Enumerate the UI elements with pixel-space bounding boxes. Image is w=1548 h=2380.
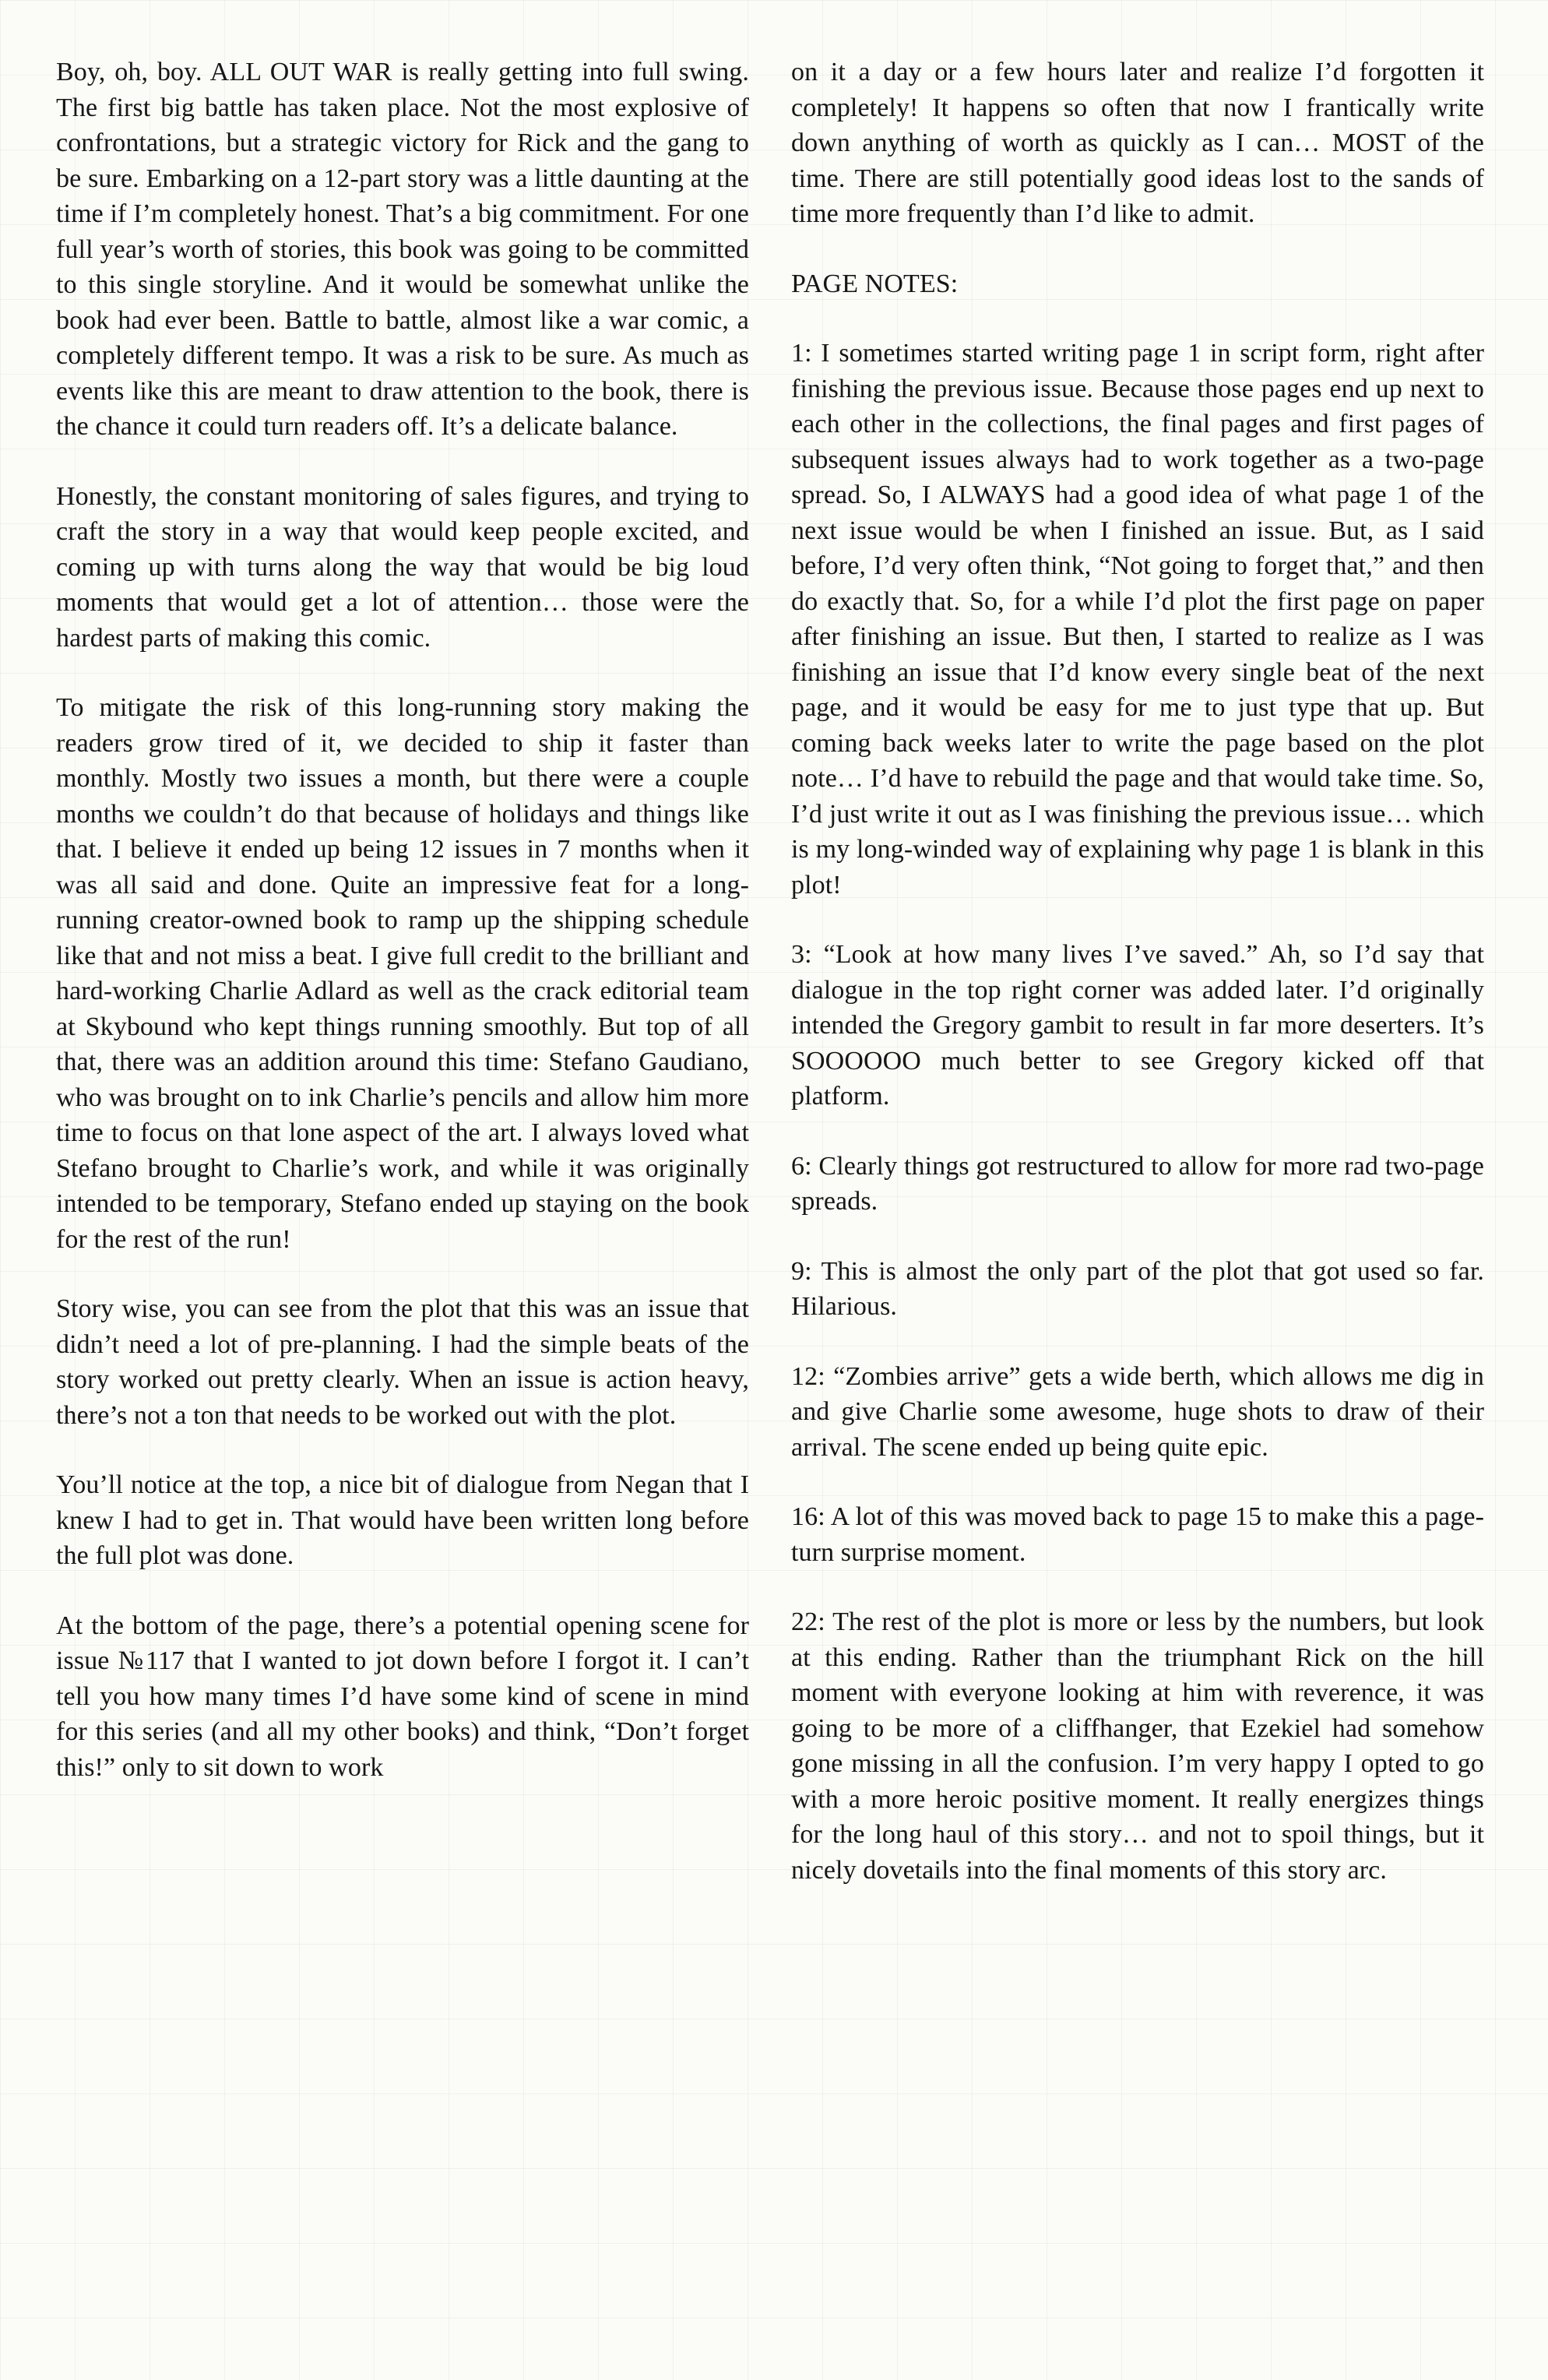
paragraph-sales: Honestly, the constant monitoring of sales figures, and trying to craft the story in a way that would keep people excited, and coming up with turns along the way that would be big loud moments that would get a lot of attention… those were the hardest parts of making this comic. xyxy=(56,481,749,653)
page-note-9: 9: This is almost the only part of the plot that got used so far. Hilarious. xyxy=(791,1256,1484,1321)
page-notes-heading: PAGE NOTES: xyxy=(791,269,959,298)
page-note-12: 12: “Zombies arrive” gets a wide berth, which allows me dig in and give Charlie some awesome, huge shots to draw of their arrival. The scene ended up being quite epic. xyxy=(791,1361,1484,1462)
paragraph-opening-scene: At the bottom of the page, there’s a potential opening scene for issue №117 that I wanted to jot down before I forgot it. I can’t tell you how many times I’d have some kind of scene in mind for this series (and all my other books) and think, “Don’t forget this!” only to sit down to work xyxy=(56,1611,749,1782)
page-note-3: 3: “Look at how many lives I’ve saved.” Ah, so I’d say that dialogue in the top right corner was added later. I’d originally intended the Gregory gambit to result in far more deserters. It’s SOOOOOO much better to see Gregory kicked off that platform. xyxy=(791,940,1484,1111)
paragraph-continuation: on it a day or a few hours later and realize I’d forgotten it completely! It happens so often that now I frantically write down anything of worth as quickly as I can… MOST of the time. There are still potentially good ideas lost to the sands of time more frequently than I’d like to admit. xyxy=(791,58,1484,228)
paragraph-intro: Boy, oh, boy. ALL OUT WAR is really getting into full swing. The first big battle has taken place. Not the most explosive of confrontations, but a strategic victory for Rick and the gang to be sure. Embarking on a 12-part story was a little daunting at the time if I’m completely honest. That’s a big commitment. For one full year’s worth of stories, this book was going to be committed to this single storyline. And it would be somewhat unlike the book had ever been. Battle to battle, almost like a war comic, a completely different tempo. It was a risk to be sure. As much as events like this are meant to draw attention to the book, there is the chance it could turn readers off. It’s a delicate balance. xyxy=(56,58,749,441)
left-column xyxy=(56,55,749,1819)
right-column xyxy=(791,55,1484,1922)
page-note-1: 1: I sometimes started writing page 1 in script form, right after finishing the previous issue. Because those pages end up next to each other in the collections, the final pages and first pages of subsequent issues always had to work together as a two-page spread. So, I ALWAYS had a good idea of what page 1 of the next issue would be when I finished an issue. But, as I said before, I’d very often think, “Not going to forget that,” and then do exactly that. So, for a while I’d plot the first page on paper after finishing an issue. But then, I started to realize as I was finishing an issue that I’d know every single beat of the next page, and it would be easy for me to just type that up. But coming back weeks later to write the page based on the plot note… I’d have to rebuild the page and that would take time. So, I’d just write it out as I was finishing the previous issue… which is my long-winded way of explaining why page 1 is blank in this plot! xyxy=(791,339,1484,900)
page-note-6: 6: Clearly things got restructured to allow for more rad two-page spreads. xyxy=(791,1151,1484,1216)
paragraph-story-wise: Story wise, you can see from the plot that this was an issue that didn’t need a lot of pre-planning. I had the simple beats of the story worked out pretty clearly. When an issue is action heavy, there’s not a ton that needs to be worked out with the plot. xyxy=(56,1294,749,1430)
paragraph-shipping: To mitigate the risk of this long-running story making the readers grow tired of it, we decided to ship it faster than monthly. Mostly two issues a month, but there were a couple months we couldn’t do that because of holidays and things like that. I believe it ended up being 12 issues in 7 months when it was all said and done. Quite an impressive feat for a long-running creator-owned book to ramp up the shipping schedule like that and not miss a beat. I give full credit to the brilliant and hard-working Charlie Adlard as well as the crack editorial team at Skybound who kept things running smoothly. But top of all that, there was an addition around this time: Stefano Gaudiano, who was brought on to ink Charlie’s pencils and allow him more time to focus on that lone aspect of the art. I always loved what Stefano brought to Charlie’s work, and while it was originally intended to be temporary, Stefano ended up staying on the book for the rest of the run! xyxy=(56,693,749,1254)
page-note-16: 16: A lot of this was moved back to page 15 to make this a page-turn surprise moment. xyxy=(791,1502,1484,1567)
page-note-22: 22: The rest of the plot is more or less by the numbers, but look at this ending. Rather than the triumphant Rick on the hill moment with everyone looking at him with reverence, it was going to be more of a cliffhanger, that Ezekiel had somehow gone missing in all the confusion. I’m very happy I opted to go with a more heroic positive moment. It really energizes things for the long haul of this story… and not to spoil things, but it nicely dovetails into the final moments of this story arc. xyxy=(791,1607,1484,1885)
paragraph-negan-dialogue: You’ll notice at the top, a nice bit of dialogue from Negan that I knew I had to get in. That would have been written long before the full plot was done. xyxy=(56,1470,749,1570)
